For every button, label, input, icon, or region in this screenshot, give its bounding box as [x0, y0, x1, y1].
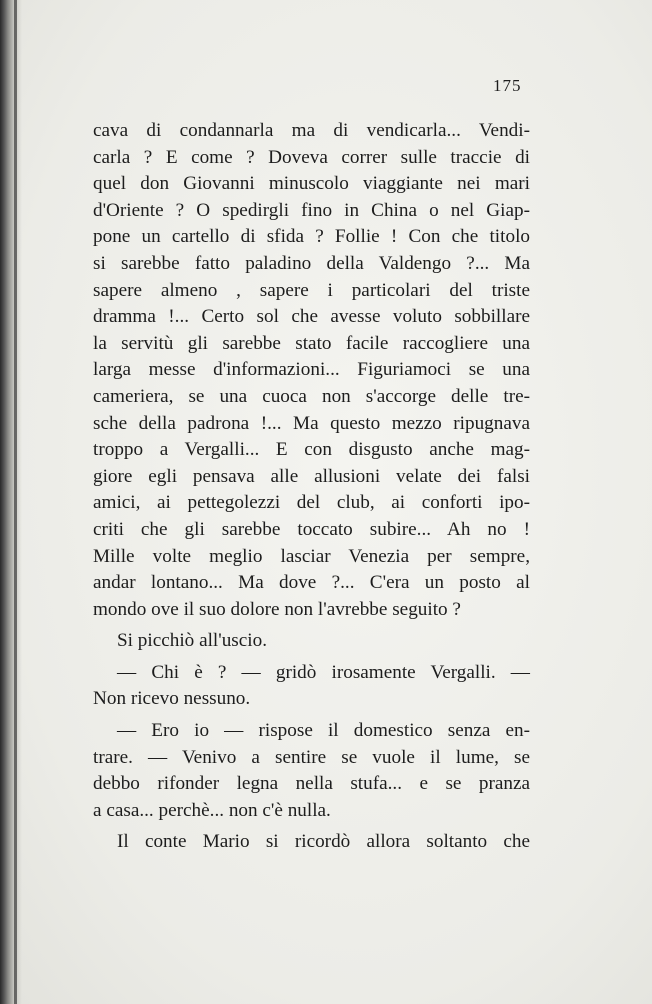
- text-line-27: Il conte Mario si ricordò allora soltanto che: [117, 831, 530, 853]
- text-line-5: pone un cartello di sfida ? Follie ! Con che titolo: [93, 226, 530, 248]
- text-line-3: quel don Giovanni minuscolo viaggiante nei mari: [93, 173, 530, 195]
- text-line-23: — Ero io — rispose il domestico senza en-: [117, 720, 530, 742]
- text-line-14: giore egli pensava alle allusioni velate dei falsi: [93, 465, 530, 487]
- text-line-21: — Chi è ? — gridò irosamente Vergalli. —: [117, 661, 530, 683]
- text-line-17: Mille volte meglio lasciar Venezia per sempre,: [93, 545, 530, 567]
- text-line-13: troppo a Vergalli... E con disgusto anche mag-: [93, 439, 530, 461]
- text-line-12: sche della padrona !... Ma questo mezzo ripugnava: [93, 412, 530, 434]
- text-line-20: Si picchiò all'uscio.: [117, 630, 268, 652]
- text-line-4: d'Oriente ? O spedirgli fino in China o nel Giap-: [93, 199, 530, 221]
- page-number: 175: [493, 76, 522, 95]
- text-line-2: carla ? E come ? Doveva correr sulle traccie di: [93, 146, 530, 168]
- binding-line: [14, 0, 17, 1004]
- binding-shadow: [0, 0, 22, 1004]
- text-line-9: la servitù gli sarebbe stato facile raccogliere una: [93, 332, 530, 354]
- text-line-25: debbo rifonder legna nella stufa... e se pranza: [93, 773, 530, 795]
- text-line-24: trare. — Venivo a sentire se vuole il lume, se: [93, 746, 530, 768]
- text-line-1: cava di condannarla ma di vendicarla... Vendi-: [93, 120, 530, 141]
- text-line-10: larga messe d'informazioni... Figuriamoci se una: [93, 359, 530, 381]
- text-line-11: cameriera, se una cuoca non s'accorge delle tre-: [93, 385, 530, 407]
- body-text: [93, 118, 530, 856]
- text-line-7: sapere almeno , sapere i particolari del triste: [93, 279, 530, 301]
- text-line-16: criti che gli sarebbe toccato subire... Ah no !: [93, 518, 530, 540]
- text-line-22: Non ricevo nessuno.: [93, 688, 251, 710]
- text-line-6: si sarebbe fatto paladino della Valdengo ?... Ma: [93, 252, 530, 274]
- text-line-19: mondo ove il suo dolore non l'avrebbe seguito ?: [93, 598, 461, 620]
- text-line-8: dramma !... Certo sol che avesse voluto sobbillare: [93, 306, 530, 328]
- text-line-18: andar lontano... Ma dove ?... C'era un posto al: [93, 572, 530, 594]
- text-line-15: amici, ai pettegolezzi del club, ai conforti ipo-: [93, 492, 530, 514]
- text-line-26: a casa... perchè... non c'è nulla.: [93, 799, 331, 821]
